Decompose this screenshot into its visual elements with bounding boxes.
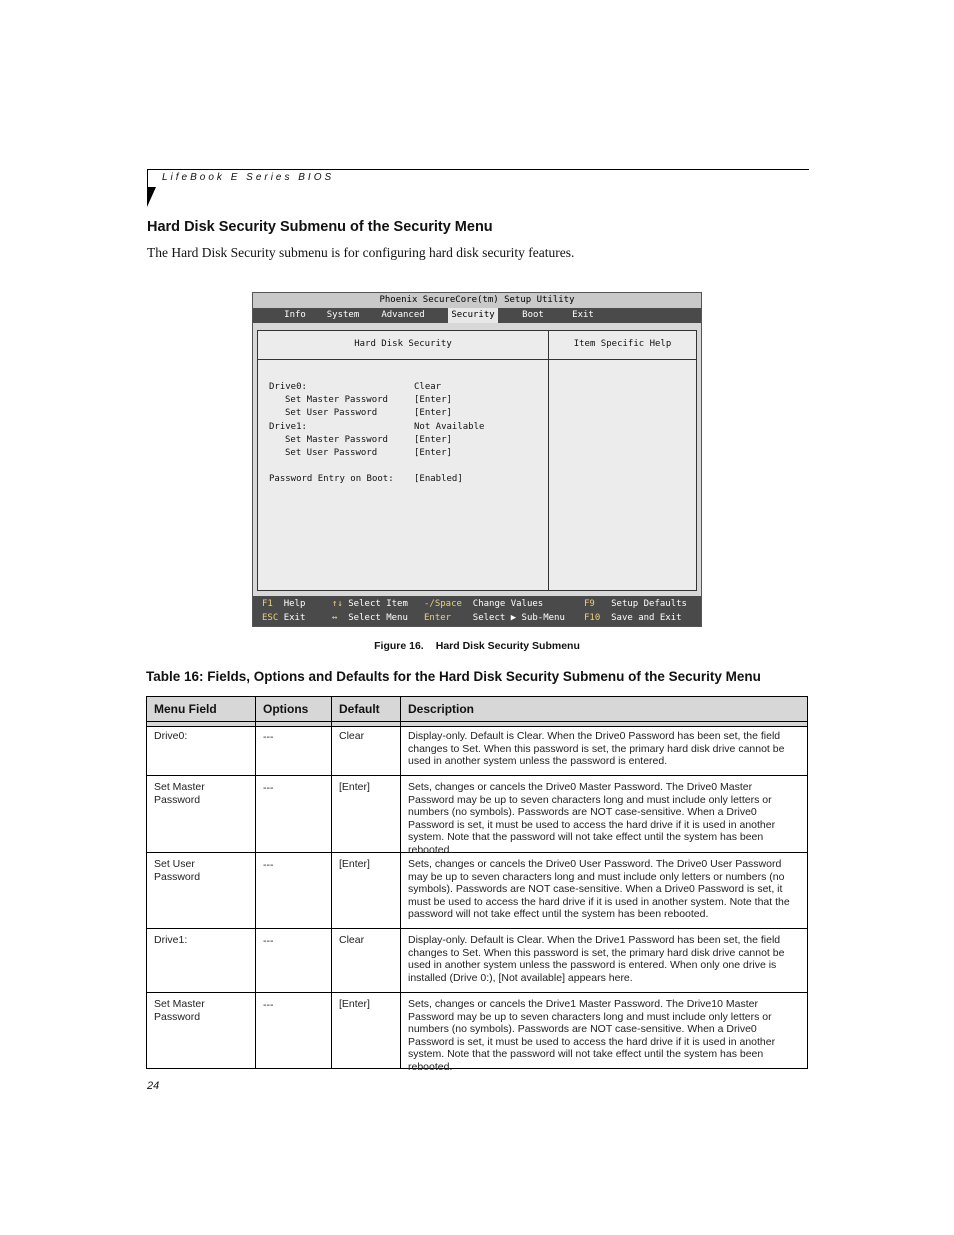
running-header: LifeBook E Series BIOS (162, 172, 335, 183)
figure-title: Hard Disk Security Submenu (435, 640, 580, 652)
column-header-description: Description (408, 702, 475, 716)
table-cell-default: [Enter] (339, 998, 370, 1010)
bios-title-divider (258, 359, 696, 360)
bios-panel-title: Hard Disk Security (354, 339, 452, 349)
table-cell-field: Set Master Password (154, 998, 205, 1023)
bios-key-legend (253, 596, 701, 626)
table-cell-default: [Enter] (339, 781, 370, 793)
column-header-menu-field: Menu Field (154, 702, 217, 716)
table-cell-description: Display-only. Default is Clear. When the Drive1 Password has been set, the field changes to Set. When this password is set, the primary hard disk drive cannot be used in another system unless the password is entered. When only one drive is installed (Drive 0:), [Not available] appears here. (408, 934, 785, 984)
bios-field-value: [Enabled] (414, 474, 463, 484)
bios-field-label: Set Master Password (285, 395, 388, 405)
table-header (147, 697, 807, 722)
key-select-menu: ↔ Select Menu (332, 613, 408, 623)
key-help: F1 Help (262, 599, 306, 609)
table-cell-default: Clear (339, 730, 365, 742)
table-cell-options: --- (263, 859, 274, 871)
table-cell-options: --- (263, 782, 274, 794)
table-cell-options: --- (263, 935, 274, 947)
fields-table (146, 696, 808, 1073)
header-vertical-rule (147, 169, 148, 189)
column-header-options: Options (263, 702, 309, 716)
intro-paragraph: The Hard Disk Security submenu is for configuring hard disk security features. (147, 245, 575, 260)
bios-field-label: Set Master Password (285, 435, 388, 445)
bios-field-label: Drive0: (269, 382, 307, 392)
bios-column-divider (548, 331, 549, 590)
bios-field-password-entry[interactable] (258, 473, 548, 486)
table-cell-description: Display-only. Default is Clear. When the Drive0 Password has been set, the field changes to Set. When this password is set, the primary hard disk drive cannot be used in another system unless the password is entered. (408, 730, 785, 768)
bios-field-label: Set User Password (285, 448, 378, 458)
key-select-item: ↑↓ Select Item (332, 599, 408, 609)
bios-panel (257, 330, 697, 591)
row-divider (147, 992, 807, 993)
key-save-exit: F10 Save and Exit (584, 613, 682, 623)
figure-caption (0, 640, 954, 652)
bios-menu-exit[interactable]: Exit (572, 310, 594, 320)
table-title: Table 16: Fields, Options and Defaults for the Hard Disk Security Submenu of the Security Menu (146, 669, 761, 684)
bios-help-title: Item Specific Help (573, 339, 672, 349)
table-header-band (147, 722, 807, 727)
bios-field-drive0-master[interactable] (258, 394, 548, 407)
row-divider (147, 928, 807, 929)
table-cell-options: --- (263, 999, 274, 1011)
key-setup-defaults: F9 Setup Defaults (584, 599, 687, 609)
table-cell-field: Set User Password (154, 858, 201, 883)
column-header-default: Default (339, 702, 380, 716)
table-cell-options: --- (263, 731, 274, 743)
table-cell-field: Drive0: (154, 730, 188, 742)
column-divider (400, 697, 401, 1068)
bios-body (253, 323, 701, 596)
bios-menu-info[interactable]: Info (284, 310, 306, 320)
header-wedge (147, 187, 156, 207)
column-divider (255, 697, 256, 1068)
bios-field-drive0-user[interactable] (258, 407, 548, 420)
table-cell-field: Drive1: (154, 934, 188, 946)
bios-field-drive1-user[interactable] (258, 447, 548, 460)
bios-field-value: [Enter] (414, 448, 452, 458)
bios-menu-security[interactable]: Security (448, 308, 498, 323)
key-change-values: -/Space Change Values (424, 599, 544, 609)
bios-field-drive0[interactable] (258, 381, 548, 394)
bios-menu-bar (253, 308, 701, 323)
bios-field-drive1[interactable] (258, 421, 548, 434)
key-select-submenu: Enter Select ▶ Sub-Menu (424, 613, 565, 623)
table-cell-description: Sets, changes or cancels the Drive1 Master Password. The Drive10 Master Password may be up to seven characters long and must include only letters or numbers (no symbols). Passwords are NOT case-sensitive. When a Drive0 Password is set, it must be used to access the hard drive if it is used in another system. Note that the password will not take effect until the system has been rebooted. (408, 998, 776, 1073)
bios-screenshot (252, 292, 702, 627)
bios-menu-boot[interactable]: Boot (522, 310, 544, 320)
bios-field-value: [Enter] (414, 395, 452, 405)
table-cell-description: Sets, changes or cancels the Drive0 Master Password. The Drive0 Master Password may be up to seven characters long and must include only letters or numbers (no symbols). Passwords are NOT case-sensitive. When a Drive0 Password is set, it must be used to access the hard drive if it is used in another system. Note that the password will not take effect until the system has been rebooted. (408, 781, 776, 856)
key-exit: ESC Exit (262, 613, 306, 623)
bios-field-value: Clear (414, 382, 442, 392)
bios-title-bar: Phoenix SecureCore(tm) Setup Utility (253, 293, 701, 308)
table-cell-default: [Enter] (339, 858, 370, 870)
page-number: 24 (147, 1080, 160, 1092)
bios-field-value: [Enter] (414, 435, 452, 445)
bios-field-label: Set User Password (285, 408, 378, 418)
section-heading: Hard Disk Security Submenu of the Security Menu (147, 219, 493, 235)
row-divider (147, 775, 807, 776)
bios-field-value: [Enter] (414, 408, 452, 418)
column-divider (331, 697, 332, 1068)
table-cell-default: Clear (339, 934, 365, 946)
bios-field-label: Drive1: (269, 422, 307, 432)
bios-field-value: Not Available (414, 422, 485, 432)
bios-menu-advanced[interactable]: Advanced (381, 310, 425, 320)
table-cell-field: Set Master Password (154, 781, 205, 806)
bios-field-drive1-master[interactable] (258, 434, 548, 447)
header-rule (147, 169, 809, 170)
figure-label: Figure 16. (374, 640, 424, 652)
bios-menu-system[interactable]: System (326, 310, 360, 320)
table-cell-description: Sets, changes or cancels the Drive0 User Password. The Drive0 User Password may be up to seven characters long and must include only letters or numbers (no symbols). Passwords are NOT case-sensitive. When a Drive0 Password is set, it must be used to access the hard drive if it is used in another system. Note that the password will not take effect until the system has been rebooted. (408, 858, 790, 921)
bios-field-label: Password Entry on Boot: (269, 474, 394, 484)
